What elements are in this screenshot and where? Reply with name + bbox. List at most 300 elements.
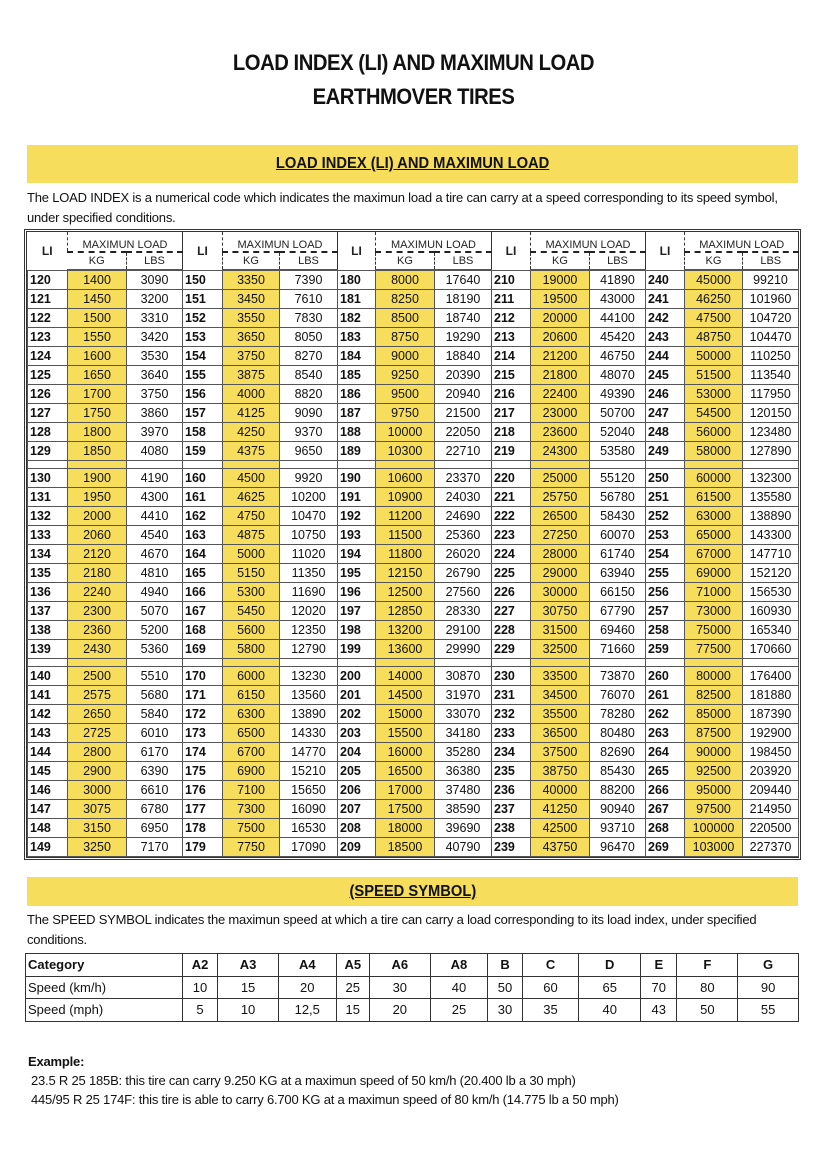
load-index-heading-text: LOAD INDEX (LI) AND MAXIMUN LOAD: [275, 155, 550, 172]
max-load-kg-cell: 103000: [685, 838, 743, 857]
load-index-cell: 183: [338, 328, 376, 347]
max-load-lbs-cell: 187390: [743, 705, 799, 724]
load-index-cell: 188: [338, 423, 376, 442]
max-load-lbs-cell: 78280: [590, 705, 646, 724]
max-load-kg-cell: 1950: [68, 488, 127, 507]
max-load-kg-cell: 56000: [685, 423, 743, 442]
max-load-lbs-cell: 48070: [590, 366, 646, 385]
max-load-kg-cell: 4875: [223, 526, 280, 545]
max-load-lbs-cell: 61740: [590, 545, 646, 564]
group-spacer-row: [28, 659, 799, 667]
load-index-cell: 261: [646, 686, 685, 705]
column-header-lbs: LBS: [590, 252, 646, 270]
table-row: [28, 743, 799, 762]
load-index-cell: 131: [28, 488, 68, 507]
max-load-lbs-cell: 80480: [590, 724, 646, 743]
max-load-kg-cell: 34500: [531, 686, 590, 705]
max-load-lbs-cell: 3200: [127, 290, 183, 309]
max-load-lbs-cell: 6170: [127, 743, 183, 762]
max-load-lbs-cell: 3640: [127, 366, 183, 385]
speed-value-cell: 50: [488, 976, 522, 999]
load-index-cell: 156: [183, 385, 223, 404]
max-load-kg-cell: 19500: [531, 290, 590, 309]
max-load-lbs-cell: 5070: [127, 602, 183, 621]
max-load-lbs-cell: 8820: [280, 385, 338, 404]
load-index-cell: 182: [338, 309, 376, 328]
max-load-kg-cell: 53000: [685, 385, 743, 404]
max-load-lbs-cell: 46750: [590, 347, 646, 366]
max-load-kg-cell: 8500: [376, 309, 435, 328]
speed-value-cell: 20: [369, 999, 430, 1022]
load-index-cell: 196: [338, 583, 376, 602]
max-load-kg-cell: 12500: [376, 583, 435, 602]
max-load-lbs-cell: 5680: [127, 686, 183, 705]
load-index-cell: 141: [28, 686, 68, 705]
max-load-kg-cell: 23600: [531, 423, 590, 442]
max-load-lbs-cell: 69460: [590, 621, 646, 640]
max-load-kg-cell: 2725: [68, 724, 127, 743]
load-index-cell: 240: [646, 270, 685, 290]
max-load-lbs-cell: 198450: [743, 743, 799, 762]
max-load-kg-cell: 43750: [531, 838, 590, 857]
max-load-lbs-cell: 123480: [743, 423, 799, 442]
load-index-cell: 127: [28, 404, 68, 423]
max-load-lbs-cell: 101960: [743, 290, 799, 309]
max-load-kg-cell: 23000: [531, 404, 590, 423]
load-index-cell: 241: [646, 290, 685, 309]
table-row: [28, 469, 799, 488]
max-load-kg-cell: 9250: [376, 366, 435, 385]
max-load-kg-cell: 26500: [531, 507, 590, 526]
load-index-cell: 222: [492, 507, 531, 526]
load-index-cell: 232: [492, 705, 531, 724]
max-load-kg-cell: 6900: [223, 762, 280, 781]
max-load-kg-cell: 2650: [68, 705, 127, 724]
load-index-cell: 190: [338, 469, 376, 488]
row-label: Category: [26, 954, 183, 977]
max-load-kg-cell: 2060: [68, 526, 127, 545]
max-load-kg-cell: 61500: [685, 488, 743, 507]
load-index-cell: 233: [492, 724, 531, 743]
max-load-lbs-cell: 6610: [127, 781, 183, 800]
max-load-kg-cell: 14500: [376, 686, 435, 705]
speed-category-cell: A5: [336, 954, 369, 977]
speed-symbol-description: The SPEED SYMBOL indicates the maximun speed at which a tire can carry a load corresponding to its load index, under specified conditions.: [27, 912, 757, 947]
max-load-kg-cell: 97500: [685, 800, 743, 819]
load-index-cell: 200: [338, 667, 376, 686]
load-index-cell: 165: [183, 564, 223, 583]
max-load-kg-cell: 18000: [376, 819, 435, 838]
max-load-kg-cell: 21800: [531, 366, 590, 385]
max-load-kg-cell: 15500: [376, 724, 435, 743]
load-index-cell: 212: [492, 309, 531, 328]
max-load-lbs-cell: 49390: [590, 385, 646, 404]
table-row: [28, 705, 799, 724]
column-header-li: LI: [646, 232, 685, 270]
max-load-kg-cell: 5000: [223, 545, 280, 564]
max-load-lbs-cell: 20390: [435, 366, 492, 385]
max-load-lbs-cell: 15650: [280, 781, 338, 800]
load-index-cell: 263: [646, 724, 685, 743]
max-load-kg-cell: 11800: [376, 545, 435, 564]
max-load-lbs-cell: 52040: [590, 423, 646, 442]
load-index-cell: 257: [646, 602, 685, 621]
max-load-kg-cell: 6500: [223, 724, 280, 743]
load-index-cell: 218: [492, 423, 531, 442]
load-index-cell: 142: [28, 705, 68, 724]
max-load-lbs-cell: 127890: [743, 442, 799, 461]
max-load-kg-cell: 4750: [223, 507, 280, 526]
max-load-lbs-cell: 71660: [590, 640, 646, 659]
max-load-lbs-cell: 45420: [590, 328, 646, 347]
max-load-kg-cell: 25750: [531, 488, 590, 507]
max-load-kg-cell: 30750: [531, 602, 590, 621]
max-load-lbs-cell: 30870: [435, 667, 492, 686]
max-load-kg-cell: 75000: [685, 621, 743, 640]
max-load-lbs-cell: 165340: [743, 621, 799, 640]
load-index-cell: 213: [492, 328, 531, 347]
max-load-lbs-cell: 66150: [590, 583, 646, 602]
max-load-kg-cell: 7300: [223, 800, 280, 819]
speed-value-cell: 12,5: [278, 999, 336, 1022]
load-index-cell: 157: [183, 404, 223, 423]
max-load-kg-cell: 4625: [223, 488, 280, 507]
max-load-lbs-cell: 152120: [743, 564, 799, 583]
speed-value-cell: 60: [522, 976, 579, 999]
load-index-cell: 174: [183, 743, 223, 762]
max-load-kg-cell: 3000: [68, 781, 127, 800]
load-index-cell: 226: [492, 583, 531, 602]
max-load-kg-cell: 3250: [68, 838, 127, 857]
max-load-lbs-cell: 4410: [127, 507, 183, 526]
speed-category-cell: A3: [218, 954, 279, 977]
load-index-cell: 267: [646, 800, 685, 819]
load-index-cell: 187: [338, 404, 376, 423]
speed-value-cell: 65: [579, 976, 641, 999]
load-index-cell: 161: [183, 488, 223, 507]
load-index-cell: 266: [646, 781, 685, 800]
max-load-kg-cell: 27250: [531, 526, 590, 545]
column-header-maximun-load: MAXIMUN LOAD: [531, 232, 646, 252]
column-header-maximun-load: MAXIMUN LOAD: [685, 232, 799, 252]
max-load-lbs-cell: 7610: [280, 290, 338, 309]
max-load-lbs-cell: 6950: [127, 819, 183, 838]
max-load-kg-cell: 33500: [531, 667, 590, 686]
speed-category-cell: A4: [278, 954, 336, 977]
load-index-cell: 136: [28, 583, 68, 602]
table-row: [28, 366, 799, 385]
max-load-lbs-cell: 25360: [435, 526, 492, 545]
max-load-lbs-cell: 3310: [127, 309, 183, 328]
load-index-cell: 199: [338, 640, 376, 659]
max-load-lbs-cell: 53580: [590, 442, 646, 461]
speed-value-cell: 55: [738, 999, 799, 1022]
max-load-lbs-cell: 181880: [743, 686, 799, 705]
max-load-kg-cell: 20000: [531, 309, 590, 328]
load-index-cell: 172: [183, 705, 223, 724]
load-index-cell: 264: [646, 743, 685, 762]
max-load-kg-cell: 5800: [223, 640, 280, 659]
max-load-lbs-cell: 12020: [280, 602, 338, 621]
table-row: [28, 404, 799, 423]
load-index-cell: 215: [492, 366, 531, 385]
table-row: [28, 328, 799, 347]
load-index-cell: 268: [646, 819, 685, 838]
max-load-lbs-cell: 16090: [280, 800, 338, 819]
max-load-kg-cell: 15000: [376, 705, 435, 724]
speed-value-cell: 5: [182, 999, 217, 1022]
load-index-cell: 137: [28, 602, 68, 621]
load-index-cell: 145: [28, 762, 68, 781]
table-row: [28, 507, 799, 526]
table-row: [28, 621, 799, 640]
max-load-kg-cell: 80000: [685, 667, 743, 686]
max-load-lbs-cell: 8540: [280, 366, 338, 385]
speed-category-cell: E: [641, 954, 677, 977]
table-row: [28, 667, 799, 686]
load-index-description: The LOAD INDEX is a numerical code which indicates the maximun load a tire can carry at a speed corresponding to its speed symbol, under specified conditions.: [27, 190, 778, 225]
max-load-kg-cell: 6700: [223, 743, 280, 762]
max-load-kg-cell: 90000: [685, 743, 743, 762]
max-load-kg-cell: 1400: [68, 270, 127, 290]
load-index-cell: 220: [492, 469, 531, 488]
max-load-lbs-cell: 220500: [743, 819, 799, 838]
load-index-cell: 250: [646, 469, 685, 488]
max-load-lbs-cell: 82690: [590, 743, 646, 762]
max-load-lbs-cell: 209440: [743, 781, 799, 800]
max-load-lbs-cell: 76070: [590, 686, 646, 705]
column-header-kg: KG: [223, 252, 280, 270]
load-index-cell: 248: [646, 423, 685, 442]
max-load-kg-cell: 54500: [685, 404, 743, 423]
max-load-kg-cell: 100000: [685, 819, 743, 838]
table-row: [28, 564, 799, 583]
max-load-lbs-cell: 27560: [435, 583, 492, 602]
load-index-cell: 211: [492, 290, 531, 309]
load-index-cell: 254: [646, 545, 685, 564]
speed-value-cell: 80: [677, 976, 738, 999]
max-load-lbs-cell: 4190: [127, 469, 183, 488]
max-load-kg-cell: 31500: [531, 621, 590, 640]
speed-value-cell: 30: [488, 999, 522, 1022]
max-load-lbs-cell: 113540: [743, 366, 799, 385]
speed-category-cell: A6: [369, 954, 430, 977]
table-row: [28, 270, 799, 290]
load-index-cell: 166: [183, 583, 223, 602]
max-load-kg-cell: 6300: [223, 705, 280, 724]
max-load-lbs-cell: 176400: [743, 667, 799, 686]
max-load-lbs-cell: 4810: [127, 564, 183, 583]
max-load-kg-cell: 16500: [376, 762, 435, 781]
max-load-lbs-cell: 85430: [590, 762, 646, 781]
load-index-cell: 205: [338, 762, 376, 781]
max-load-kg-cell: 2000: [68, 507, 127, 526]
max-load-lbs-cell: 17090: [280, 838, 338, 857]
max-load-kg-cell: 71000: [685, 583, 743, 602]
max-load-kg-cell: 36500: [531, 724, 590, 743]
speed-symbol-heading-text: (SPEED SYMBOL): [349, 883, 476, 900]
max-load-kg-cell: 20600: [531, 328, 590, 347]
speed-value-cell: 10: [218, 999, 279, 1022]
max-load-kg-cell: 35500: [531, 705, 590, 724]
load-index-cell: 231: [492, 686, 531, 705]
max-load-lbs-cell: 160930: [743, 602, 799, 621]
max-load-kg-cell: 10900: [376, 488, 435, 507]
speed-value-cell: 30: [369, 976, 430, 999]
load-index-cell: 176: [183, 781, 223, 800]
load-index-table: [27, 232, 799, 857]
table-row: [28, 838, 799, 857]
speed-symbol-table: [25, 953, 799, 1022]
max-load-kg-cell: 2180: [68, 564, 127, 583]
row-label: Speed (mph): [26, 999, 183, 1022]
max-load-lbs-cell: 14330: [280, 724, 338, 743]
max-load-lbs-cell: 63940: [590, 564, 646, 583]
table-row: [28, 442, 799, 461]
max-load-kg-cell: 1600: [68, 347, 127, 366]
max-load-kg-cell: 25000: [531, 469, 590, 488]
load-index-cell: 138: [28, 621, 68, 640]
example-block: [28, 1052, 619, 1109]
example-line-1: 23.5 R 25 185B: this tire can carry 9.250 KG at a maximun speed of 50 km/h (20.400 lb a 30 mph): [31, 1073, 576, 1088]
column-header-kg: KG: [685, 252, 743, 270]
table-row: [28, 602, 799, 621]
load-index-cell: 178: [183, 819, 223, 838]
max-load-lbs-cell: 117950: [743, 385, 799, 404]
load-index-cell: 214: [492, 347, 531, 366]
load-index-cell: 153: [183, 328, 223, 347]
max-load-lbs-cell: 13560: [280, 686, 338, 705]
load-index-cell: 234: [492, 743, 531, 762]
load-index-cell: 251: [646, 488, 685, 507]
max-load-kg-cell: 3350: [223, 270, 280, 290]
load-index-cell: 120: [28, 270, 68, 290]
load-index-cell: 171: [183, 686, 223, 705]
speed-value-cell: 70: [641, 976, 677, 999]
max-load-lbs-cell: 26020: [435, 545, 492, 564]
max-load-lbs-cell: 16530: [280, 819, 338, 838]
max-load-lbs-cell: 37480: [435, 781, 492, 800]
load-index-cell: 180: [338, 270, 376, 290]
speed-category-cell: A2: [182, 954, 217, 977]
load-index-cell: 144: [28, 743, 68, 762]
max-load-lbs-cell: 7390: [280, 270, 338, 290]
max-load-kg-cell: 41250: [531, 800, 590, 819]
max-load-kg-cell: 17500: [376, 800, 435, 819]
table-row: [28, 385, 799, 404]
max-load-lbs-cell: 14770: [280, 743, 338, 762]
load-index-cell: 134: [28, 545, 68, 564]
load-index-section-heading: [27, 145, 798, 183]
max-load-lbs-cell: 56780: [590, 488, 646, 507]
load-index-cell: 169: [183, 640, 223, 659]
max-load-lbs-cell: 147710: [743, 545, 799, 564]
max-load-kg-cell: 30000: [531, 583, 590, 602]
load-index-cell: 242: [646, 309, 685, 328]
max-load-kg-cell: 87500: [685, 724, 743, 743]
load-index-cell: 163: [183, 526, 223, 545]
table-row: [28, 545, 799, 564]
max-load-lbs-cell: 9920: [280, 469, 338, 488]
speed-value-cell: 40: [430, 976, 488, 999]
max-load-lbs-cell: 24690: [435, 507, 492, 526]
max-load-kg-cell: 1500: [68, 309, 127, 328]
max-load-lbs-cell: 38590: [435, 800, 492, 819]
load-index-cell: 203: [338, 724, 376, 743]
load-index-cell: 121: [28, 290, 68, 309]
load-index-cell: 208: [338, 819, 376, 838]
max-load-lbs-cell: 3970: [127, 423, 183, 442]
max-load-kg-cell: 21200: [531, 347, 590, 366]
max-load-kg-cell: 47500: [685, 309, 743, 328]
load-index-cell: 210: [492, 270, 531, 290]
load-index-cell: 209: [338, 838, 376, 857]
max-load-lbs-cell: 13890: [280, 705, 338, 724]
max-load-kg-cell: 5450: [223, 602, 280, 621]
max-load-kg-cell: 16000: [376, 743, 435, 762]
max-load-lbs-cell: 110250: [743, 347, 799, 366]
max-load-lbs-cell: 5200: [127, 621, 183, 640]
load-index-cell: 207: [338, 800, 376, 819]
max-load-kg-cell: 2300: [68, 602, 127, 621]
max-load-lbs-cell: 120150: [743, 404, 799, 423]
load-index-cell: 185: [338, 366, 376, 385]
max-load-kg-cell: 51500: [685, 366, 743, 385]
speed-category-cell: D: [579, 954, 641, 977]
max-load-kg-cell: 4125: [223, 404, 280, 423]
load-index-cell: 167: [183, 602, 223, 621]
load-index-cell: 175: [183, 762, 223, 781]
max-load-lbs-cell: 73870: [590, 667, 646, 686]
column-header-lbs: LBS: [280, 252, 338, 270]
max-load-kg-cell: 3150: [68, 819, 127, 838]
max-load-kg-cell: 2900: [68, 762, 127, 781]
load-index-cell: 244: [646, 347, 685, 366]
column-header-kg: KG: [376, 252, 435, 270]
max-load-kg-cell: 92500: [685, 762, 743, 781]
max-load-lbs-cell: 227370: [743, 838, 799, 857]
load-index-cell: 151: [183, 290, 223, 309]
max-load-kg-cell: 4250: [223, 423, 280, 442]
load-index-cell: 154: [183, 347, 223, 366]
load-index-cell: 201: [338, 686, 376, 705]
max-load-lbs-cell: 22050: [435, 423, 492, 442]
load-index-cell: 155: [183, 366, 223, 385]
max-load-lbs-cell: 88200: [590, 781, 646, 800]
speed-category-cell: C: [522, 954, 579, 977]
load-index-cell: 191: [338, 488, 376, 507]
max-load-kg-cell: 60000: [685, 469, 743, 488]
max-load-lbs-cell: 11020: [280, 545, 338, 564]
max-load-lbs-cell: 132300: [743, 469, 799, 488]
max-load-lbs-cell: 43000: [590, 290, 646, 309]
load-index-cell: 246: [646, 385, 685, 404]
load-index-cell: 133: [28, 526, 68, 545]
max-load-lbs-cell: 6390: [127, 762, 183, 781]
max-load-kg-cell: 42500: [531, 819, 590, 838]
max-load-lbs-cell: 104470: [743, 328, 799, 347]
max-load-lbs-cell: 28330: [435, 602, 492, 621]
load-index-cell: 249: [646, 442, 685, 461]
max-load-lbs-cell: 93710: [590, 819, 646, 838]
speed-category-cell: B: [488, 954, 522, 977]
max-load-kg-cell: 10600: [376, 469, 435, 488]
max-load-kg-cell: 28000: [531, 545, 590, 564]
column-header-li: LI: [41, 243, 53, 258]
load-index-cell: 130: [28, 469, 68, 488]
load-index-table-body: [28, 270, 799, 857]
max-load-lbs-cell: 67790: [590, 602, 646, 621]
